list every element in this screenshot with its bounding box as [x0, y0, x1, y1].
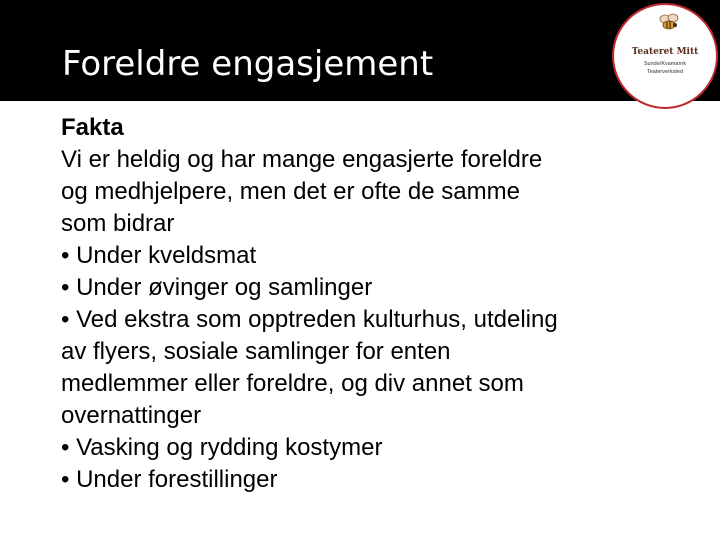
bee-icon: [657, 13, 681, 33]
logo-subtitle: Teaterverksted: [646, 69, 684, 75]
bullet-item: • Under forestillinger: [61, 466, 278, 493]
logo: [612, 3, 718, 109]
bullet-item: • Under øvinger og samlinger: [61, 274, 373, 301]
bullet-item: • Vasking og rydding kostymer: [61, 434, 383, 461]
body-line: av flyers, sosiale samlinger for enten: [61, 338, 451, 365]
body-line: overnattinger: [61, 402, 202, 429]
bullet-item: • Ved ekstra som opptreden kulturhus, utdeling: [61, 306, 558, 333]
body-heading: Fakta: [61, 114, 124, 141]
body-line: som bidrar: [61, 210, 175, 237]
logo-subtitle: Sunde/Kvamarnk: [643, 61, 687, 67]
slide-title: Foreldre engasjement: [62, 44, 434, 84]
body-line: og medhjelpere, men det er ofte de samme: [61, 178, 520, 205]
logo-name: Teateret Mitt: [631, 47, 699, 57]
bullet-item: • Under kveldsmat: [61, 242, 257, 269]
body-line: medlemmer eller foreldre, og div annet som: [61, 370, 524, 397]
slide-body: [61, 112, 681, 496]
body-line: Vi er heldig og har mange engasjerte foreldre: [61, 146, 543, 173]
